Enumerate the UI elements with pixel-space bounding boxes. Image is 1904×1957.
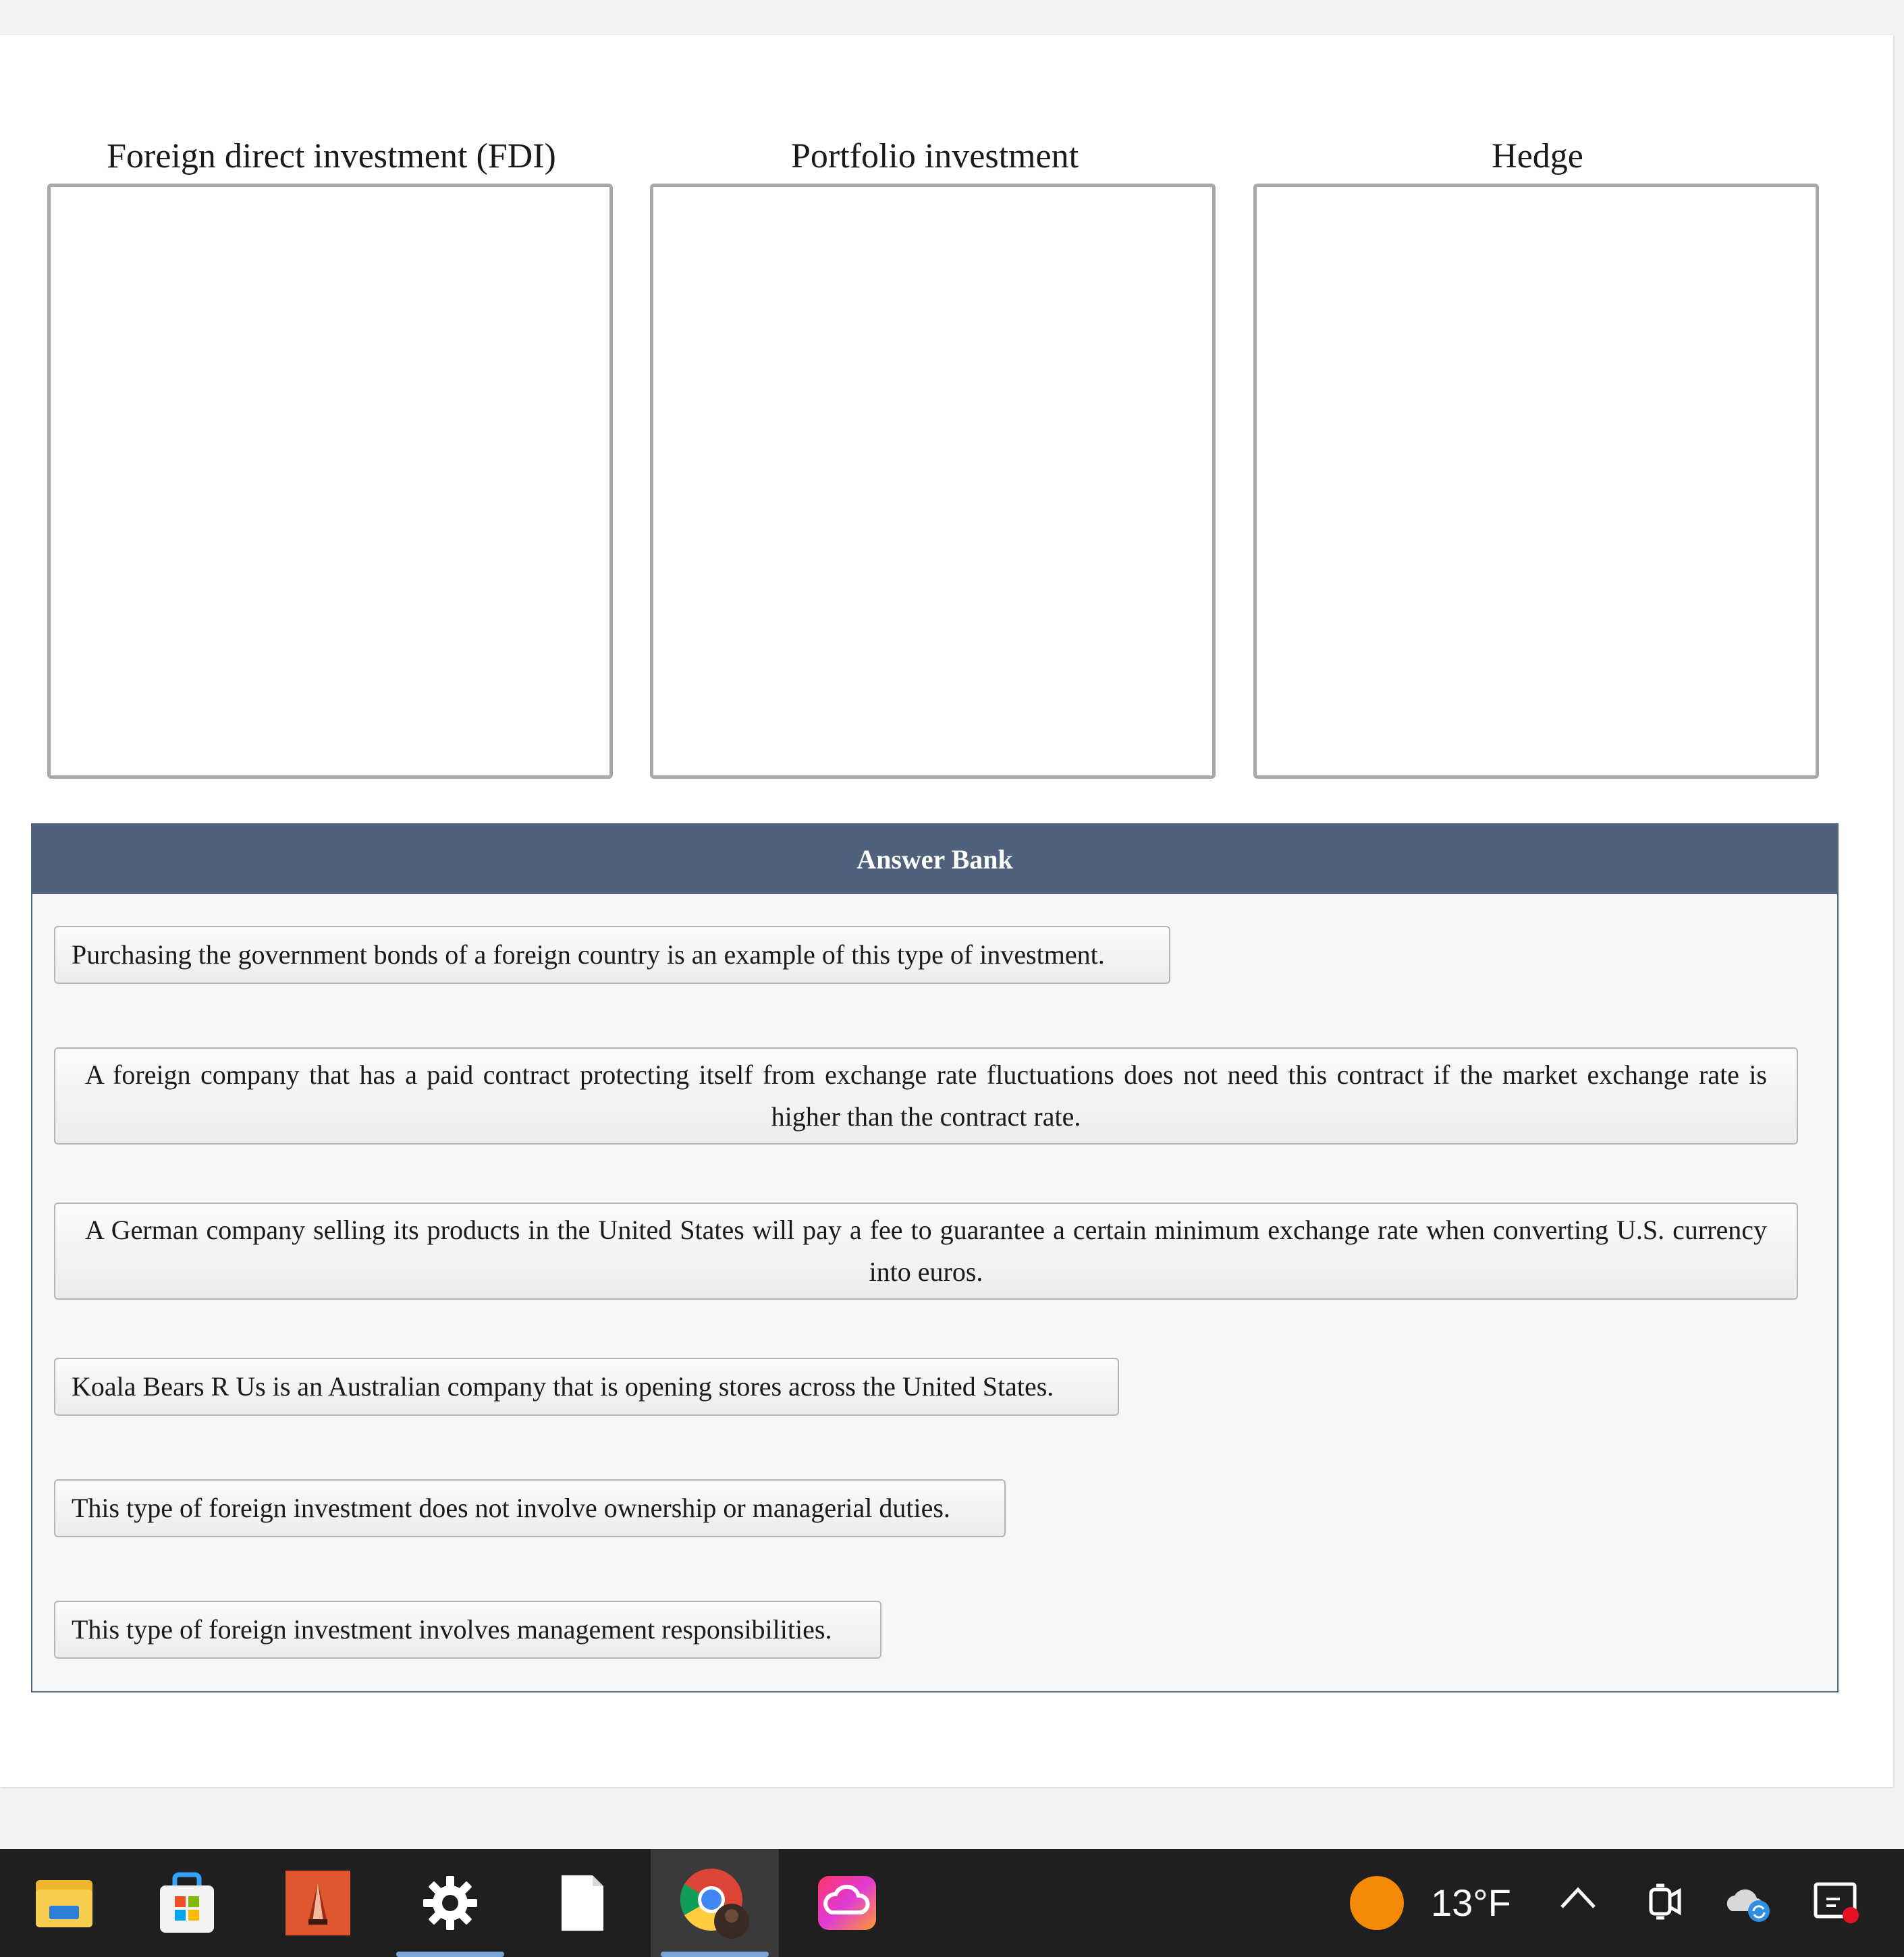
answer-item-koala-bears[interactable]: Koala Bears R Us is an Australian company that is opening stores across the United States. xyxy=(54,1358,1119,1416)
answer-item-german-company[interactable]: A German company selling its products in the United States will pay a fee to guarantee a certain minimum exchange rate when converting U.S. currency into euros. xyxy=(54,1203,1798,1300)
answer-item-contract[interactable]: A foreign company that has a paid contract protecting itself from exchange rate fluctuations does not need this contract if the market exchange rate is higher than the contract rate. xyxy=(54,1047,1798,1145)
drop-zone-hedge[interactable] xyxy=(1253,184,1819,779)
settings-icon xyxy=(422,1875,479,1931)
taskbar-settings[interactable] xyxy=(386,1849,514,1957)
microsoft-store-icon xyxy=(155,1871,219,1935)
answer-bank xyxy=(31,823,1839,1692)
settings-active-indicator xyxy=(396,1952,504,1957)
taskbar-weather[interactable] xyxy=(1313,1849,1441,1957)
answer-item-no-ownership[interactable]: This type of foreign investment does not involve ownership or managerial duties. xyxy=(54,1479,1006,1537)
chrome-icon xyxy=(678,1866,752,1940)
sun-icon xyxy=(1349,1875,1405,1931)
bin-label-hedge: Hedge xyxy=(1492,137,1583,175)
bin-label-fdi: Foreign direct investment (FDI) xyxy=(107,137,556,175)
weather-temperature[interactable]: 13°F xyxy=(1431,1881,1511,1924)
onedrive-sync-icon[interactable] xyxy=(1725,1883,1772,1923)
notifications-icon[interactable] xyxy=(1813,1879,1861,1925)
drag-drop-page xyxy=(0,35,1893,1787)
bin-label-portfolio: Portfolio investment xyxy=(790,137,1079,175)
meet-now-icon[interactable] xyxy=(1647,1881,1682,1922)
taskbar-microsoft-store[interactable] xyxy=(123,1849,251,1957)
creative-cloud-icon xyxy=(817,1875,877,1931)
answer-item-bonds[interactable]: Purchasing the government bonds of a foreign country is an example of this type of investment. xyxy=(54,926,1170,984)
show-hidden-icons-chevron-icon[interactable] xyxy=(1559,1884,1597,1911)
taskbar-creative-cloud[interactable] xyxy=(783,1849,911,1957)
chrome-active-indicator xyxy=(661,1952,769,1957)
answer-item-management[interactable]: This type of foreign investment involves management responsibilities. xyxy=(54,1601,881,1659)
file-explorer-icon xyxy=(33,1876,95,1930)
taskbar-file-explorer[interactable] xyxy=(0,1849,128,1957)
taskbar-notepad[interactable] xyxy=(518,1849,647,1957)
answer-bank-title: Answer Bank xyxy=(32,825,1837,894)
drop-zone-fdi[interactable] xyxy=(47,184,613,779)
taskbar-chrome[interactable] xyxy=(651,1849,779,1957)
drop-zone-portfolio[interactable] xyxy=(650,184,1216,779)
taskbar xyxy=(0,1849,1904,1957)
taskbar-sketchbook[interactable] xyxy=(254,1849,382,1957)
notepad-icon xyxy=(559,1873,606,1933)
sketchbook-icon xyxy=(284,1869,352,1937)
